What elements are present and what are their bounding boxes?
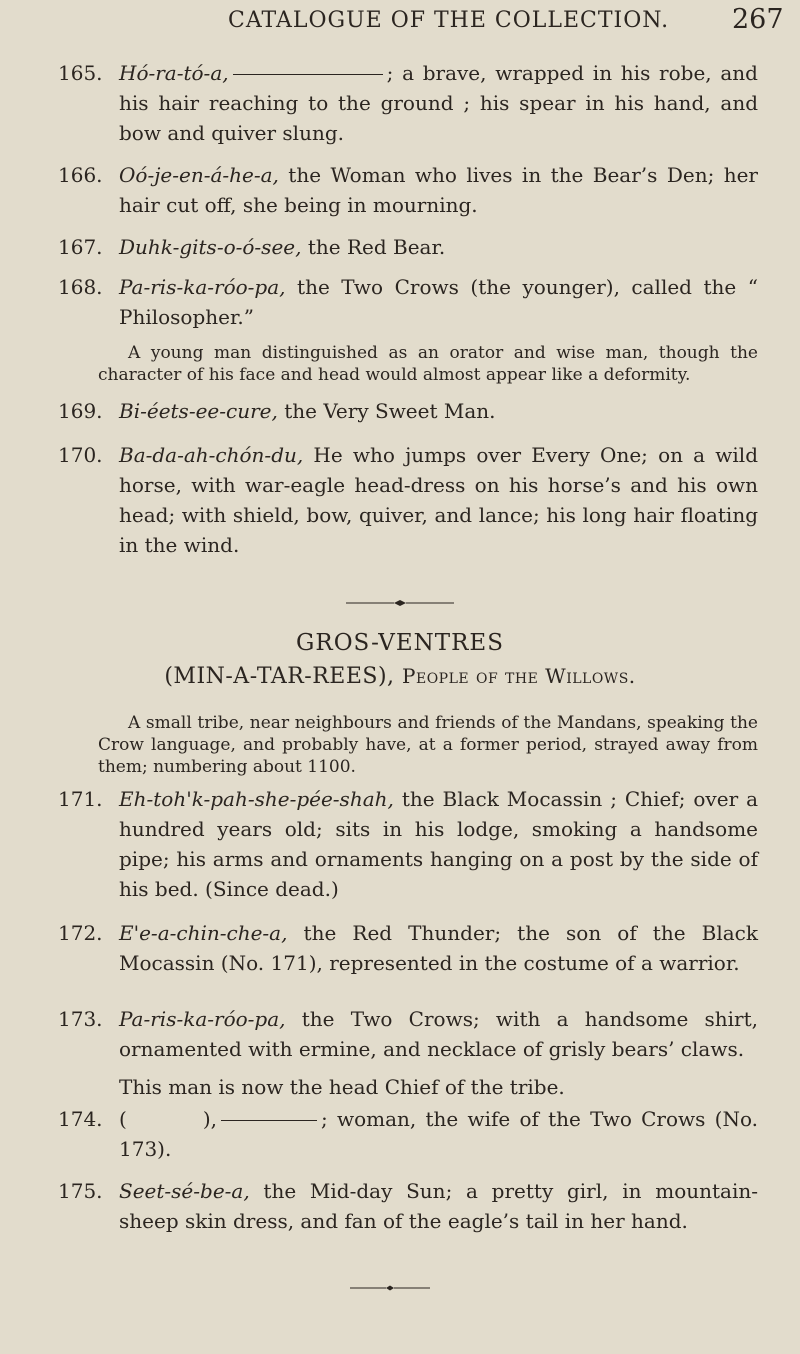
entry-name: Pa-ris-ka-róo-pa,: [119, 275, 286, 299]
page-header: [0, 4, 800, 44]
catalogue-entry-171: [58, 784, 758, 904]
entry-number: 174.: [58, 1107, 103, 1131]
entry-note-168: A young man distinguished as an orator and wise man, though the character of his face and head would almost appear like a deformity.: [98, 343, 758, 385]
catalogue-entry-175: [58, 1176, 758, 1236]
entry-description: the Red Bear.: [301, 235, 446, 259]
entry-number: 167.: [58, 235, 103, 259]
entry-text: [119, 232, 758, 262]
entry-description: the Black Mocassin ; Chief; over a hundred years old; sits in his lodge, smoking a handsome pipe; his arms and ornaments hanging on a post by the side of his bed. (Since dead.): [119, 787, 758, 901]
entry-description: ; a brave, wrapped in his robe, and his hair reaching to the ground ; his spear in his hand, and bow and quiver slung.: [119, 61, 758, 145]
entry-text: [119, 58, 758, 148]
entry-text: [119, 272, 758, 332]
entry-name: Pa-ris-ka-róo-pa,: [119, 1007, 286, 1031]
entry-description: He who jumps over Every One; on a wild horse, with war-eagle head-dress on his horse’s and his own head; with shield, bow, quiver, and lance; his long hair floating in the wind.: [119, 443, 758, 557]
entry-name: Oó-je-en-á-he-a,: [119, 163, 279, 187]
entry-name: Ba-da-ah-chón-du,: [119, 443, 304, 467]
entry-description: ; woman, the wife of the Two Crows (No. 173).: [119, 1107, 758, 1161]
entry-description: the Woman who lives in the Bear’s Den; her hair cut off, she being in mourning.: [119, 163, 758, 217]
catalogue-entry-166: [58, 160, 758, 220]
page-number: 267: [732, 4, 784, 35]
entry-description: the Mid-day Sun; a pretty girl, in mountain-sheep skin dress, and fan of the eagle’s tail in her hand.: [119, 1179, 758, 1233]
entry-name: Hó-ra-tó-a,: [119, 61, 229, 85]
entry-number: 166.: [58, 163, 103, 187]
section-intro: A small tribe, near neighbours and friends of the Mandans, speaking the Crow language, and probably have, at a former period, strayed away from them; numbering about 1100.: [98, 713, 758, 777]
entry-number: 170.: [58, 443, 103, 467]
entry-note-173: This man is now the head Chief of the tribe.: [119, 1075, 565, 1099]
entry-text: [119, 440, 758, 560]
catalogue-entry-165: [58, 58, 758, 148]
entry-number: 169.: [58, 399, 103, 423]
section-subtitle: (MIN-A-TAR-REES), People of the Willows.: [164, 664, 636, 689]
entry-text: [119, 160, 758, 220]
catalogue-entry-172: [58, 918, 758, 978]
catalogue-entry-173: [58, 1004, 758, 1064]
entry-text: [119, 1176, 758, 1236]
entry-number: 175.: [58, 1179, 103, 1203]
catalogue-entry-174: [58, 1104, 758, 1164]
entry-text: ( ), ; woman, the wife of the Two Crows (No. 173).: [119, 1107, 758, 1161]
entry-name: Bi-éets-ee-cure,: [119, 399, 278, 423]
entry-number: 173.: [58, 1007, 103, 1031]
blank-dash: [233, 74, 383, 75]
entry-text: [119, 784, 758, 904]
entry-text: [119, 1004, 758, 1064]
entry-description: the Two Crows (the younger), called the “ Philosopher.”: [119, 275, 758, 329]
blank-dash: [221, 1120, 317, 1121]
entry-description: the Red Thunder; the son of the Black Mocassin (No. 171), represented in the costume of a warrior.: [119, 921, 758, 975]
catalogue-entry-168: [58, 272, 758, 332]
catalogue-entry-169: [58, 396, 758, 426]
entry-text: [119, 396, 758, 426]
entry-name: E'e-a-chin-che-a,: [119, 921, 288, 945]
catalogue-entry-167: [58, 232, 758, 262]
entry-number: 171.: [58, 787, 103, 811]
entry-number: 172.: [58, 921, 103, 945]
entry-description: the Very Sweet Man.: [277, 399, 496, 423]
entry-name: Duhk-gits-o-ó-see,: [119, 235, 302, 259]
entry-number: 165.: [58, 61, 103, 85]
end-ornament: [348, 1284, 432, 1292]
section-subtitle-smallcaps: People of the Willows.: [402, 664, 636, 688]
running-title: CATALOGUE OF THE COLLECTION.: [228, 8, 670, 33]
entry-number: 168.: [58, 275, 103, 299]
entry-name: Eh-toh'k-pah-she-pée-shah,: [119, 787, 394, 811]
entry-name: Seet-sé-be-a,: [119, 1179, 250, 1203]
section-divider-ornament: [344, 598, 456, 608]
entry-text: [119, 918, 758, 978]
section-title: GROS-VENTRES: [296, 630, 504, 656]
catalogue-entry-170: [58, 440, 758, 560]
entry-description: the Two Crows; with a handsome shirt, ornamented with ermine, and necklace of grisly bears’ claws.: [119, 1007, 758, 1061]
